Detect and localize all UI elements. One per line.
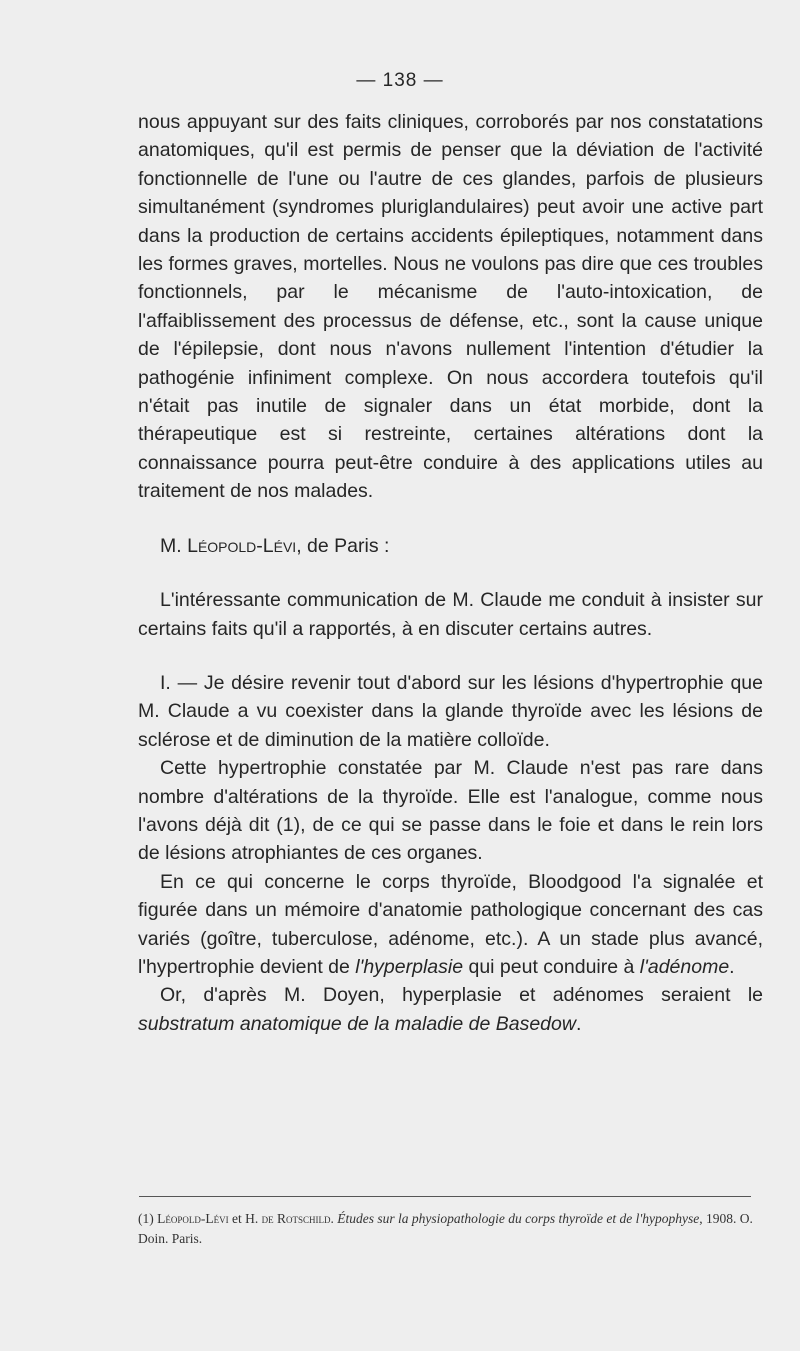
paragraph-6 (138, 868, 763, 982)
footnote-publication: , 1908. O. Doin. Paris. (138, 1211, 753, 1246)
footnote-title: Études sur la physiopathologie du corps thyroïde et de l'hypophyse (337, 1211, 700, 1226)
speaker-prefix: M. (160, 534, 188, 557)
footnote-marker: (1) (138, 1211, 158, 1226)
paragraph-3: L'intéressante communication de M. Claude me conduit à insister sur certains faits qu'il a rapportés, à en discuter certains autres. (138, 589, 763, 640)
footnote-author-2: Rotschild (276, 1211, 331, 1226)
footnote-sep: . (330, 1211, 338, 1226)
term-adenome: l'adénome (639, 955, 730, 978)
body-text (138, 108, 763, 1038)
paragraph-5: Cette hypertrophie constatée par M. Claude n'est pas rare dans nombre d'altérations de la thyroïde. Elle est l'analogue, comme nous l'avons déjà dit (1), de ce qui se passe dans le foie et dans le rein lors de lésions atrophiantes de ces organes. (138, 757, 763, 865)
speaker-suffix: , de Paris : (296, 534, 390, 557)
speaker-name: Léopold-Lévi (187, 534, 297, 557)
paragraph-6-mid: qui peut conduire à (463, 955, 640, 978)
footnote-author-1: Léopold-Lévi (157, 1211, 229, 1226)
paragraph-6-text: En ce qui concerne le corps thyroïde, Bloodgood l'a signalée et figurée dans un mémoire d'anatomie pathologique concernant des cas variés (goître, tuberculose, adénome, etc.). A un stade plus avancé, l'hypertrophie devient de (138, 870, 763, 978)
footnote-and: et H. (228, 1211, 262, 1226)
paragraph-7-text: Or, d'après M. Doyen, hyperplasie et adénomes seraient le (160, 984, 763, 1007)
paragraph-4: I. — Je désire revenir tout d'abord sur les lésions d'hypertrophie que M. Claude a vu coexister dans la glande thyroïde avec les lésions de sclérose et de diminution de la matière colloïde. (138, 671, 763, 751)
footnote (138, 1209, 758, 1249)
paragraph-1: nous appuyant sur des faits cliniques, corroborés par nos constatations anatomiques, qu'il est permis de penser que la déviation de l'activité fonctionnelle de l'une ou l'autre de ces glandes, parfois de plusieurs simultanément (syndromes pluriglandulaires) peut avoir une active part dans la production de certains accidents épileptiques, notamment dans les formes graves, mortelles. Nous ne voulons pas dire que ces troubles fonctionnels, par le mécanisme de l'auto-intoxication, de l'affaiblissement des processus de défense, etc., sont la cause unique de l'épilepsie, dont nous n'avons nullement l'intention d'étudier la pathogénie infiniment complexe. On nous accordera toutefois qu'il n'était pas inutile de signaler dans un état morbide, dont la thérapeutique est si restreinte, certaines altérations dont la connaissance pourra peut-être conduire à des applications utiles au traitement de nos malades. (138, 111, 763, 503)
paragraph-6-end: . (729, 955, 735, 978)
term-hyperplasie: l'hyperplasie (355, 955, 464, 978)
paragraph-7-end: . (575, 1012, 582, 1035)
paragraph-speaker (138, 532, 763, 560)
page-number: — 138 — (356, 70, 444, 91)
footnote-de: de (261, 1211, 277, 1226)
footnote-divider (139, 1196, 751, 1197)
paragraph-7 (138, 981, 763, 1038)
term-substratum: substratum anatomique de la maladie de Basedow (138, 1012, 576, 1035)
